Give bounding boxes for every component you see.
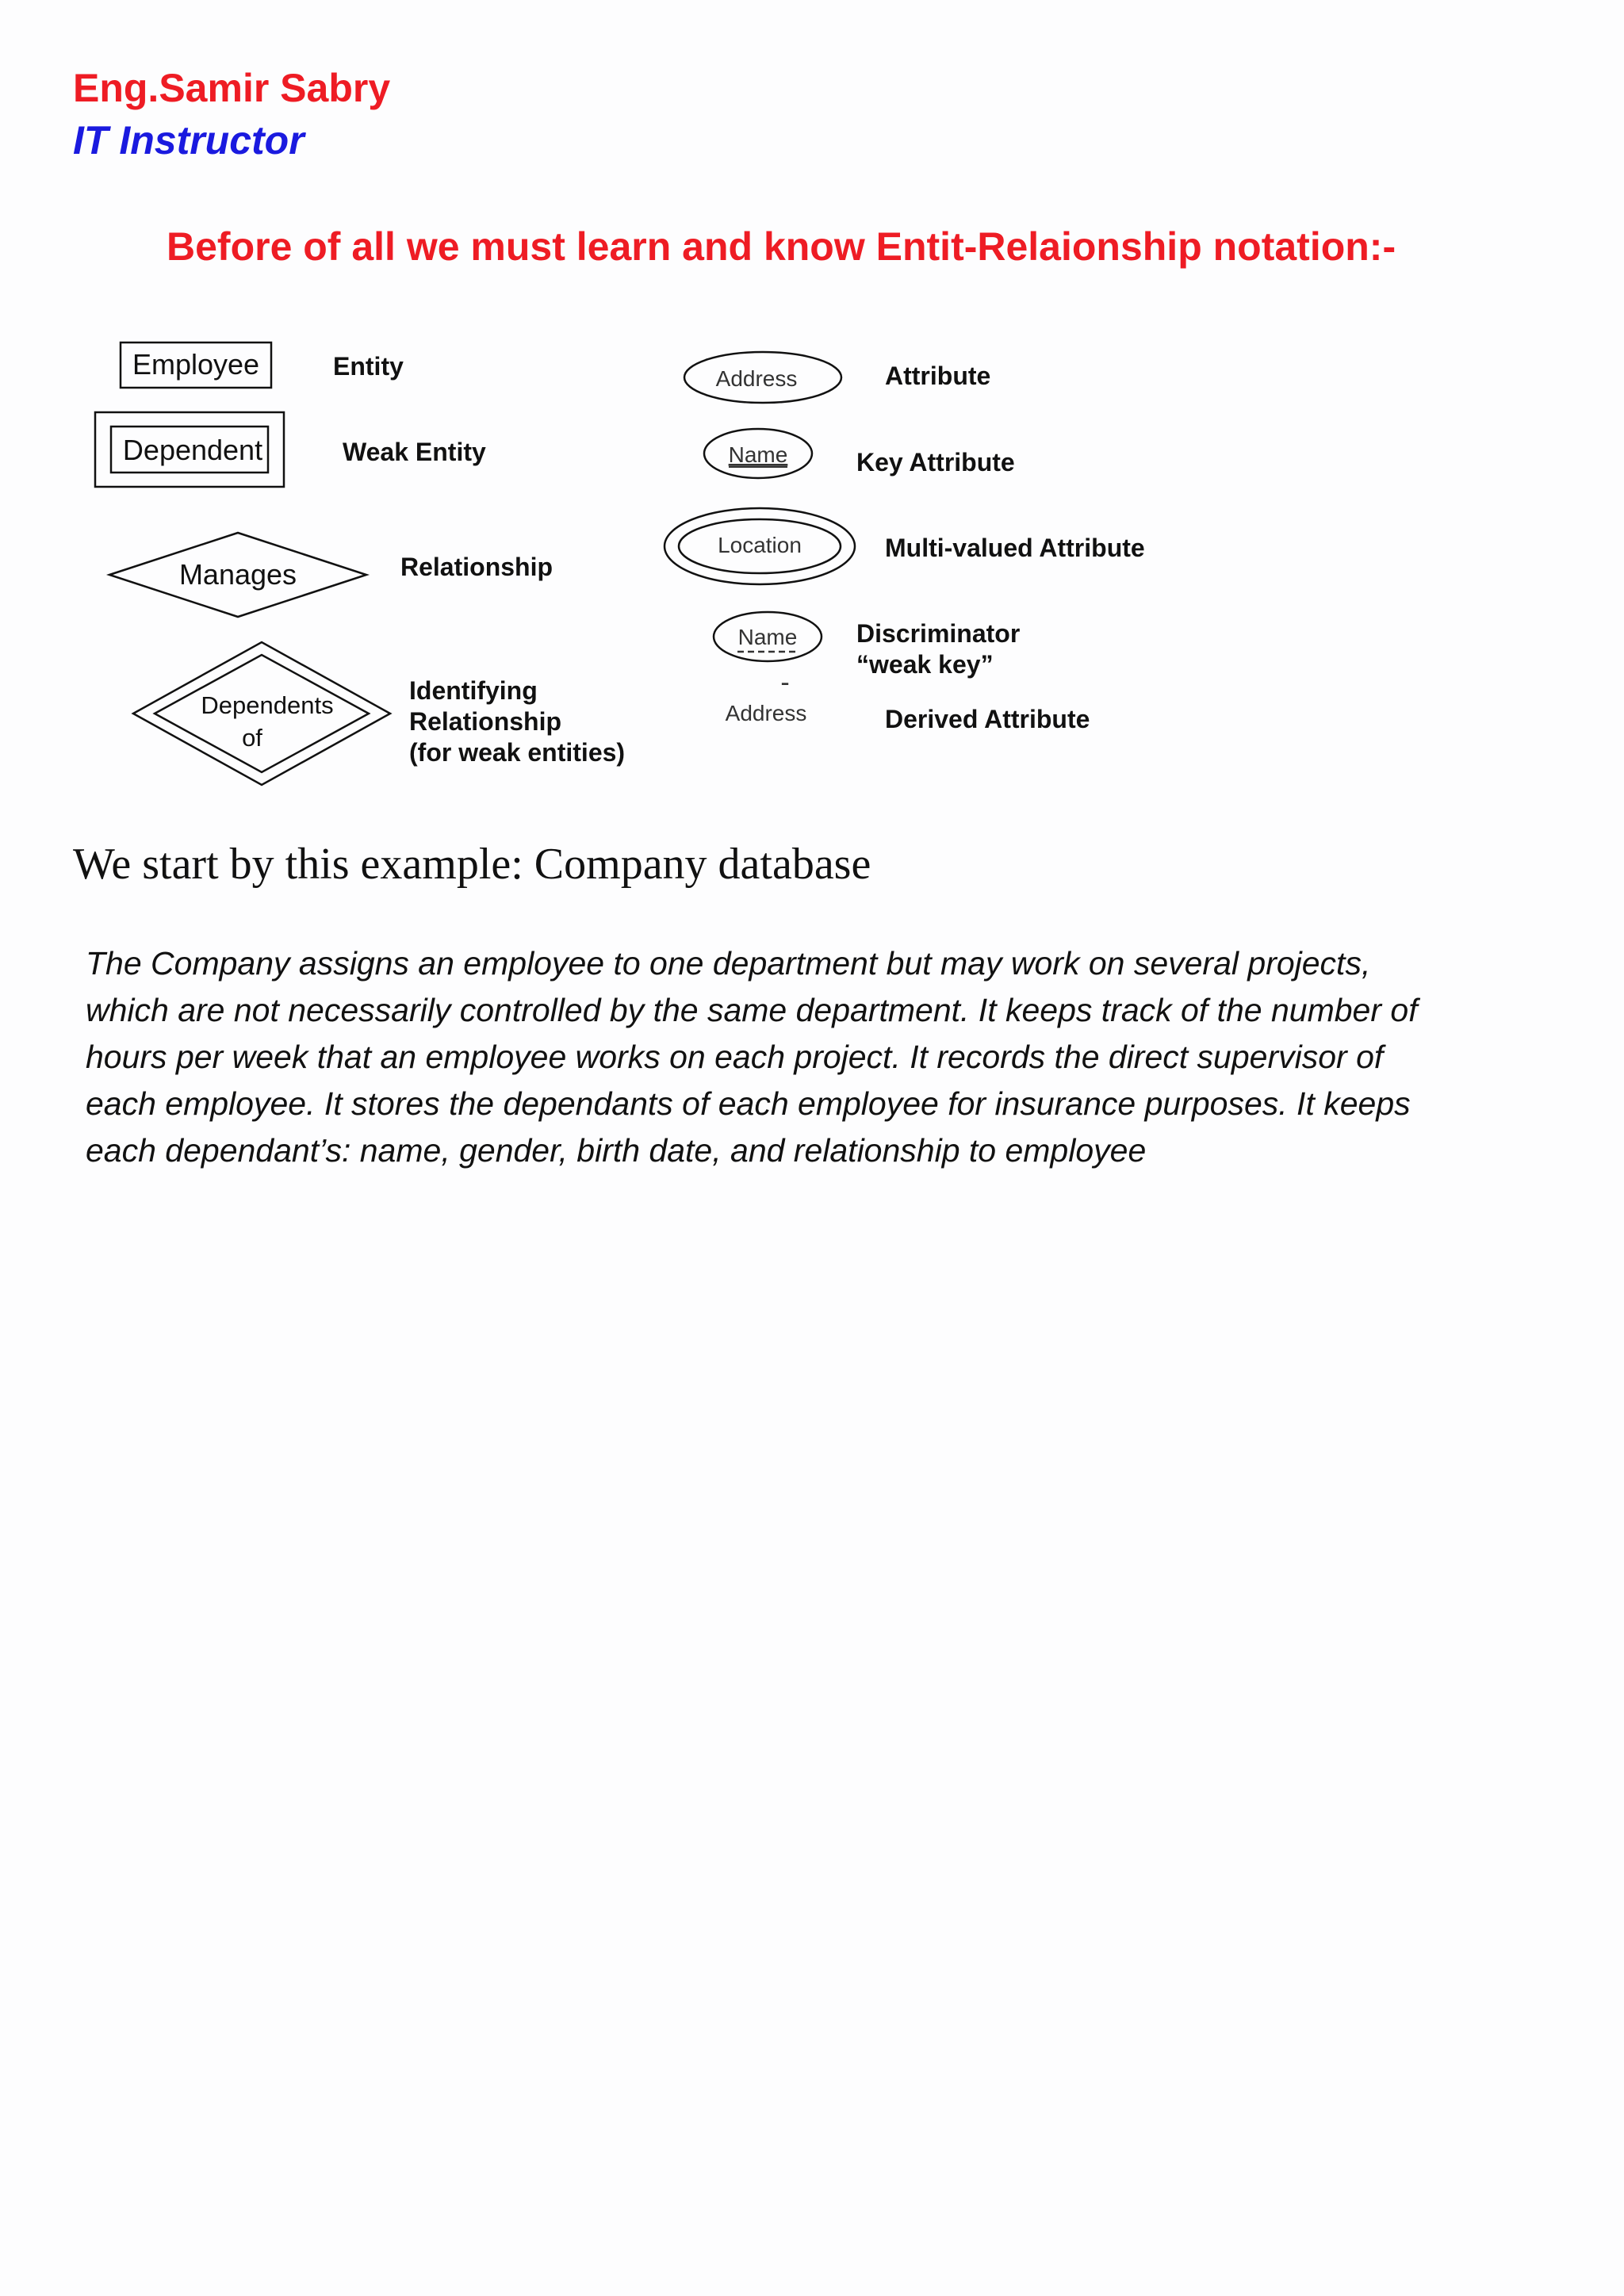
example-title: We start by this example: Company database [73,840,871,889]
derived-attribute-label: Derived Attribute [885,705,1090,733]
description-line: each dependant’s: name, gender, birth date, and relationship to employee [86,1132,1147,1169]
identifying-label-line-1: Identifying [409,676,538,705]
multivalued-attribute-symbol [665,508,855,584]
key-attribute-label: Key Attribute [856,448,1015,476]
er-notation-figure [0,317,1189,793]
weak-entity-symbol-text: Dependent [122,434,263,466]
identifying-symbol-line-2: of [242,724,262,752]
entity-symbol [121,342,271,388]
key-attribute-symbol [704,429,812,478]
description-line: which are not necessarily controlled by the same department. It keeps track of the number of [86,992,1418,1028]
relationship-symbol [109,533,366,617]
intro-heading: Before of all we must learn and know Entit-Relaionship notation:- [167,224,1396,269]
description-line: each employee. It stores the dependants of each employee for insurance purposes. It keeps [86,1085,1411,1122]
description-line: hours per week that an employee works on each project. It records the direct supervisor of [86,1039,1384,1075]
author-name: Eng.Samir Sabry [73,66,391,110]
relationship-label: Relationship [400,553,553,581]
discriminator-symbol [714,612,822,661]
identifying-label-line-3: (for weak entities) [409,738,626,767]
derived-attribute-symbol [726,668,807,725]
entity-symbol-text: Employee [132,348,260,381]
relationship-symbol-text: Manages [178,558,297,591]
discriminator-label-line-2: “weak key” [856,650,994,679]
attribute-symbol-text: Address [715,366,798,391]
description-paragraph [86,940,1576,1174]
multivalued-attribute-label: Multi-valued Attribute [885,534,1145,562]
description-line: The Company assigns an employee to one department but may work on several projects, [86,945,1371,982]
discriminator-symbol-text: Name [737,625,798,649]
identifying-relationship-symbol [133,642,390,785]
attribute-label: Attribute [885,362,991,390]
weak-entity-symbol [95,412,284,487]
attribute-symbol [684,352,841,403]
weak-entity-label: Weak Entity [343,438,486,466]
identifying-label-line-2: Relationship [409,707,562,736]
author-role: IT Instructor [73,118,304,163]
entity-label: Entity [333,352,404,381]
multivalued-attribute-symbol-text: Location [718,533,802,557]
derived-attribute-dash: - [780,668,790,698]
derived-attribute-symbol-text: Address [725,701,807,725]
discriminator-label-line-1: Discriminator [856,619,1021,648]
key-attribute-symbol-text: Name [728,442,788,467]
identifying-symbol-line-1: Dependents [201,691,334,719]
